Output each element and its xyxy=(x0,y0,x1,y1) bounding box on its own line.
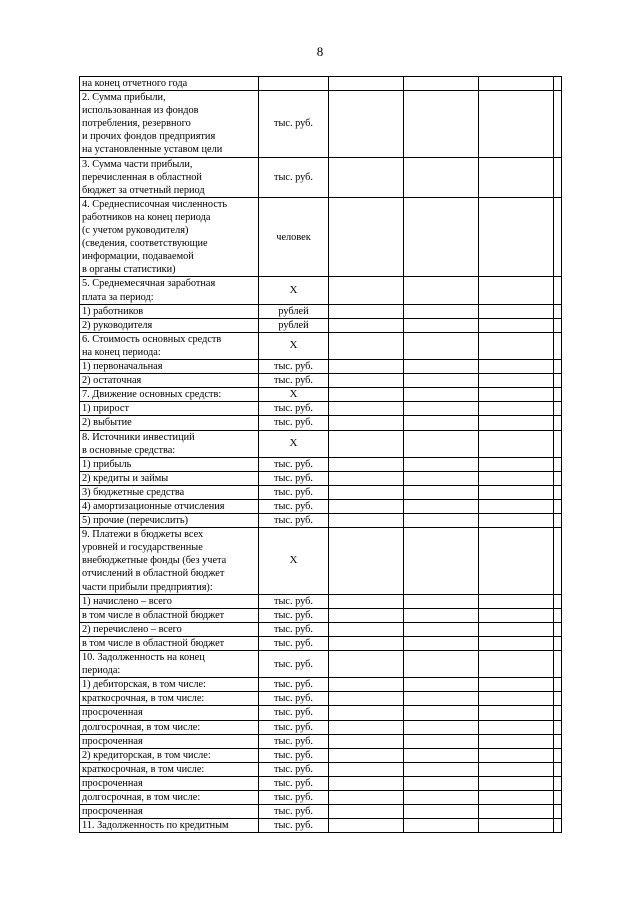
value-cell xyxy=(554,720,562,734)
page-number: 8 xyxy=(316,44,324,59)
unit-cell: тыс. руб. xyxy=(259,157,329,197)
value-cell xyxy=(329,762,404,776)
table-row xyxy=(80,720,562,734)
value-cell xyxy=(329,499,404,513)
indicator-label: 5. Среднемесячная заработная плата за период: xyxy=(80,277,259,304)
value-cell xyxy=(329,790,404,804)
value-cell xyxy=(554,430,562,457)
value-cell xyxy=(479,528,554,595)
value-cell xyxy=(329,622,404,636)
indicator-label: просроченная xyxy=(80,805,259,819)
table-row xyxy=(80,277,562,304)
value-cell xyxy=(329,77,404,91)
value-cell xyxy=(479,485,554,499)
indicator-label: долгосрочная, в том числе: xyxy=(80,790,259,804)
value-cell xyxy=(554,706,562,720)
value-cell xyxy=(479,318,554,332)
value-cell xyxy=(329,277,404,304)
value-cell xyxy=(554,748,562,762)
value-cell xyxy=(404,706,479,720)
value-cell xyxy=(554,197,562,277)
value-cell xyxy=(554,651,562,678)
unit-cell: тыс. руб. xyxy=(259,734,329,748)
value-cell xyxy=(404,91,479,158)
value-cell xyxy=(554,388,562,402)
value-cell xyxy=(329,471,404,485)
indicator-label: 1) дебиторская, в том числе: xyxy=(80,678,259,692)
value-cell xyxy=(329,332,404,359)
value-cell xyxy=(404,457,479,471)
value-cell xyxy=(404,805,479,819)
unit-cell: тыс. руб. xyxy=(259,471,329,485)
value-cell xyxy=(404,528,479,595)
value-cell xyxy=(554,360,562,374)
indicator-label: 1) первоначальная xyxy=(80,360,259,374)
indicator-label: 2) кредиторская, в том числе: xyxy=(80,748,259,762)
value-cell xyxy=(554,499,562,513)
value-cell xyxy=(554,692,562,706)
unit-cell: тыс. руб. xyxy=(259,790,329,804)
indicator-label: 1) прибыль xyxy=(80,457,259,471)
table-body xyxy=(80,77,562,833)
value-cell xyxy=(329,91,404,158)
value-cell xyxy=(329,197,404,277)
value-cell xyxy=(479,790,554,804)
table-row xyxy=(80,77,562,91)
value-cell xyxy=(404,790,479,804)
value-cell xyxy=(329,636,404,650)
unit-cell: тыс. руб. xyxy=(259,776,329,790)
value-cell xyxy=(554,457,562,471)
table-row xyxy=(80,762,562,776)
table-row xyxy=(80,91,562,158)
indicator-label: 2. Сумма прибыли, использованная из фондов потребления, резервного и прочих фондов предприятия на установленные уставом цели xyxy=(80,91,259,158)
table-row xyxy=(80,514,562,528)
indicator-label: 2) перечислено – всего xyxy=(80,622,259,636)
value-cell xyxy=(329,157,404,197)
value-cell xyxy=(554,277,562,304)
value-cell xyxy=(554,402,562,416)
table-row xyxy=(80,594,562,608)
value-cell xyxy=(404,636,479,650)
value-cell xyxy=(329,416,404,430)
value-cell xyxy=(479,748,554,762)
unit-cell: тыс. руб. xyxy=(259,360,329,374)
value-cell xyxy=(554,304,562,318)
table-row xyxy=(80,388,562,402)
unit-cell: тыс. руб. xyxy=(259,762,329,776)
unit-cell: X xyxy=(259,332,329,359)
value-cell xyxy=(479,416,554,430)
value-cell xyxy=(329,819,404,833)
value-cell xyxy=(404,277,479,304)
value-cell xyxy=(479,776,554,790)
unit-cell: X xyxy=(259,277,329,304)
value-cell xyxy=(329,374,404,388)
unit-cell: тыс. руб. xyxy=(259,402,329,416)
value-cell xyxy=(404,416,479,430)
indicator-label: 3. Сумма части прибыли, перечисленная в областной бюджет за отчетный период xyxy=(80,157,259,197)
value-cell xyxy=(554,91,562,158)
unit-cell: тыс. руб. xyxy=(259,514,329,528)
indicator-label: 1) прирост xyxy=(80,402,259,416)
indicator-label: 6. Стоимость основных средств на конец периода: xyxy=(80,332,259,359)
value-cell xyxy=(479,651,554,678)
value-cell xyxy=(479,819,554,833)
unit-cell: тыс. руб. xyxy=(259,720,329,734)
table-row xyxy=(80,457,562,471)
indicator-label: краткосрочная, в том числе: xyxy=(80,762,259,776)
value-cell xyxy=(479,471,554,485)
indicator-label: 9. Платежи в бюджеты всех уровней и государственные внебюджетные фонды (без учета отчислений в областной бюджет части прибыли предприятия): xyxy=(80,528,259,595)
value-cell xyxy=(479,457,554,471)
value-cell xyxy=(479,608,554,622)
table-row xyxy=(80,197,562,277)
table-row xyxy=(80,651,562,678)
value-cell xyxy=(554,776,562,790)
value-cell xyxy=(554,318,562,332)
table-row xyxy=(80,819,562,833)
table-row xyxy=(80,678,562,692)
value-cell xyxy=(329,678,404,692)
value-cell xyxy=(479,762,554,776)
value-cell xyxy=(404,762,479,776)
value-cell xyxy=(404,360,479,374)
table-row xyxy=(80,157,562,197)
value-cell xyxy=(329,692,404,706)
indicator-label: просроченная xyxy=(80,776,259,790)
unit-cell: рублей xyxy=(259,318,329,332)
table-row xyxy=(80,304,562,318)
value-cell xyxy=(404,608,479,622)
value-cell xyxy=(479,734,554,748)
value-cell xyxy=(479,304,554,318)
value-cell xyxy=(404,748,479,762)
table-row xyxy=(80,360,562,374)
value-cell xyxy=(554,734,562,748)
table-row xyxy=(80,608,562,622)
value-cell xyxy=(404,499,479,513)
value-cell xyxy=(404,197,479,277)
value-cell xyxy=(479,514,554,528)
indicator-label: 2) выбытие xyxy=(80,416,259,430)
unit-cell: X xyxy=(259,388,329,402)
indicator-label: 10. Задолженность на конец периода: xyxy=(80,651,259,678)
unit-cell xyxy=(259,77,329,91)
indicator-label: 2) остаточная xyxy=(80,374,259,388)
unit-cell: тыс. руб. xyxy=(259,636,329,650)
table-row xyxy=(80,706,562,720)
indicator-label: 7. Движение основных средств: xyxy=(80,388,259,402)
table-row xyxy=(80,622,562,636)
value-cell xyxy=(329,528,404,595)
value-cell xyxy=(404,651,479,678)
table-row xyxy=(80,734,562,748)
value-cell xyxy=(479,374,554,388)
table-row xyxy=(80,790,562,804)
table-row xyxy=(80,332,562,359)
indicator-label: на конец отчетного года xyxy=(80,77,259,91)
value-cell xyxy=(329,748,404,762)
value-cell xyxy=(404,374,479,388)
value-cell xyxy=(554,594,562,608)
unit-cell: тыс. руб. xyxy=(259,499,329,513)
value-cell xyxy=(329,805,404,819)
value-cell xyxy=(404,819,479,833)
unit-cell: тыс. руб. xyxy=(259,692,329,706)
table-row xyxy=(80,528,562,595)
value-cell xyxy=(479,622,554,636)
value-cell xyxy=(329,360,404,374)
unit-cell: тыс. руб. xyxy=(259,805,329,819)
value-cell xyxy=(329,402,404,416)
value-cell xyxy=(554,636,562,650)
value-cell xyxy=(329,388,404,402)
indicator-label: 2) кредиты и займы xyxy=(80,471,259,485)
value-cell xyxy=(329,594,404,608)
value-cell xyxy=(479,499,554,513)
value-cell xyxy=(479,77,554,91)
unit-cell: тыс. руб. xyxy=(259,374,329,388)
value-cell xyxy=(554,678,562,692)
value-cell xyxy=(404,776,479,790)
value-cell xyxy=(479,805,554,819)
unit-cell: тыс. руб. xyxy=(259,706,329,720)
value-cell xyxy=(404,402,479,416)
unit-cell: тыс. руб. xyxy=(259,608,329,622)
value-cell xyxy=(554,77,562,91)
value-cell xyxy=(479,157,554,197)
unit-cell: тыс. руб. xyxy=(259,457,329,471)
indicator-label: 3) бюджетные средства xyxy=(80,485,259,499)
value-cell xyxy=(554,608,562,622)
indicator-label: 1) работников xyxy=(80,304,259,318)
value-cell xyxy=(404,720,479,734)
unit-cell: тыс. руб. xyxy=(259,678,329,692)
value-cell xyxy=(404,622,479,636)
value-cell xyxy=(554,805,562,819)
table-row xyxy=(80,692,562,706)
value-cell xyxy=(404,304,479,318)
value-cell xyxy=(329,457,404,471)
value-cell xyxy=(479,720,554,734)
value-cell xyxy=(329,720,404,734)
value-cell xyxy=(404,157,479,197)
unit-cell: X xyxy=(259,528,329,595)
value-cell xyxy=(329,485,404,499)
table-row xyxy=(80,402,562,416)
value-cell xyxy=(479,197,554,277)
value-cell xyxy=(329,706,404,720)
table-row xyxy=(80,416,562,430)
value-cell xyxy=(554,819,562,833)
table-row xyxy=(80,499,562,513)
value-cell xyxy=(554,528,562,595)
indicator-label: 11. Задолженность по кредитным xyxy=(80,819,259,833)
value-cell xyxy=(404,318,479,332)
value-cell xyxy=(404,485,479,499)
table-row xyxy=(80,430,562,457)
value-cell xyxy=(329,734,404,748)
indicator-label: 4) амортизационные отчисления xyxy=(80,499,259,513)
value-cell xyxy=(479,91,554,158)
value-cell xyxy=(554,762,562,776)
value-cell xyxy=(479,692,554,706)
unit-cell: тыс. руб. xyxy=(259,622,329,636)
table-row xyxy=(80,805,562,819)
table-row xyxy=(80,471,562,485)
value-cell xyxy=(479,277,554,304)
table-row xyxy=(80,485,562,499)
value-cell xyxy=(329,430,404,457)
value-cell xyxy=(479,594,554,608)
table-row xyxy=(80,776,562,790)
value-cell xyxy=(404,430,479,457)
table-row xyxy=(80,374,562,388)
value-cell xyxy=(554,416,562,430)
table-row xyxy=(80,636,562,650)
indicator-label: краткосрочная, в том числе: xyxy=(80,692,259,706)
value-cell xyxy=(479,360,554,374)
value-cell xyxy=(479,678,554,692)
value-cell xyxy=(479,332,554,359)
indicator-label: долгосрочная, в том числе: xyxy=(80,720,259,734)
indicators-table xyxy=(79,76,562,833)
value-cell xyxy=(404,678,479,692)
value-cell xyxy=(554,485,562,499)
indicator-label: в том числе в областной бюджет xyxy=(80,636,259,650)
value-cell xyxy=(329,608,404,622)
value-cell xyxy=(404,514,479,528)
value-cell xyxy=(329,776,404,790)
indicator-label: 8. Источники инвестиций в основные средства: xyxy=(80,430,259,457)
value-cell xyxy=(404,471,479,485)
value-cell xyxy=(329,318,404,332)
unit-cell: тыс. руб. xyxy=(259,651,329,678)
unit-cell: X xyxy=(259,430,329,457)
value-cell xyxy=(554,374,562,388)
value-cell xyxy=(479,402,554,416)
unit-cell: тыс. руб. xyxy=(259,594,329,608)
table-row xyxy=(80,318,562,332)
value-cell xyxy=(554,157,562,197)
indicator-label: 5) прочие (перечислить) xyxy=(80,514,259,528)
value-cell xyxy=(554,471,562,485)
unit-cell: тыс. руб. xyxy=(259,91,329,158)
value-cell xyxy=(479,706,554,720)
indicator-label: просроченная xyxy=(80,706,259,720)
unit-cell: тыс. руб. xyxy=(259,416,329,430)
unit-cell: тыс. руб. xyxy=(259,748,329,762)
value-cell xyxy=(404,594,479,608)
value-cell xyxy=(554,790,562,804)
value-cell xyxy=(329,651,404,678)
value-cell xyxy=(479,388,554,402)
indicator-label: просроченная xyxy=(80,734,259,748)
value-cell xyxy=(404,692,479,706)
unit-cell: человек xyxy=(259,197,329,277)
value-cell xyxy=(329,514,404,528)
value-cell xyxy=(329,304,404,318)
unit-cell: тыс. руб. xyxy=(259,819,329,833)
table-row xyxy=(80,748,562,762)
indicator-label: 4. Среднесписочная численность работников на конец периода (с учетом руководителя) (сведения, соответствующие информации, подаваемой в органы статистики) xyxy=(80,197,259,277)
value-cell xyxy=(404,734,479,748)
value-cell xyxy=(554,514,562,528)
value-cell xyxy=(554,332,562,359)
indicator-label: 1) начислено – всего xyxy=(80,594,259,608)
value-cell xyxy=(479,430,554,457)
indicator-label: 2) руководителя xyxy=(80,318,259,332)
value-cell xyxy=(479,636,554,650)
value-cell xyxy=(404,332,479,359)
indicator-label: в том числе в областной бюджет xyxy=(80,608,259,622)
unit-cell: тыс. руб. xyxy=(259,485,329,499)
unit-cell: рублей xyxy=(259,304,329,318)
value-cell xyxy=(404,388,479,402)
value-cell xyxy=(554,622,562,636)
value-cell xyxy=(404,77,479,91)
